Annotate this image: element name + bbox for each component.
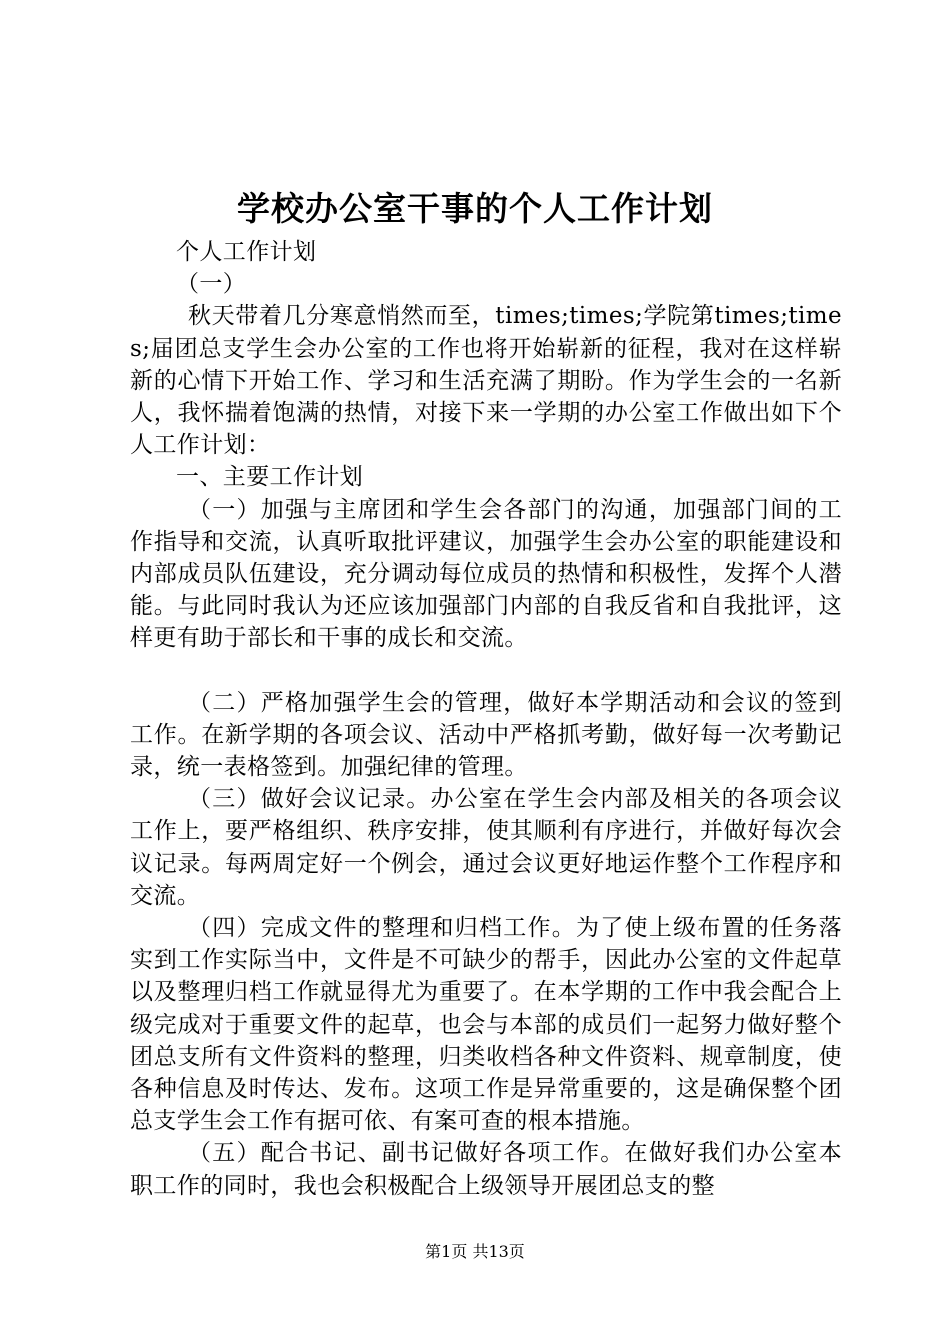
document-title: 学校办公室干事的个人工作计划 [237, 189, 713, 228]
paragraph-item-1: （一）加强与主席团和学生会各部门的沟通，加强部门间的工作指导和交流，认真听取批评建议，加强学生会办公室的职能建设和内部成员队伍建设，充分调动每位成员的热情和积极性，发挥个人潜能。与此同时我认为还应该加强部门内部的自我反省和自我批评，这样更有助于部长和干事的成长和交流。 [130, 496, 842, 652]
paragraph-item-4: （四）完成文件的整理和归档工作。为了使上级布置的任务落实到工作实际当中，文件是不可缺少的帮手，因此办公室的文件起草以及整理归档工作就显得尤为重要了。在本学期的工作中我会配合上级完成对于重要文件的起草，也会与本部的成员们一起努力做好整个团总支所有文件资料的整理，归类收档各种文件资料、规章制度，使各种信息及时传达、发布。这项工作是异常重要的，这是确保整个团总支学生会工作有据可依、有案可查的根本措施。 [130, 915, 842, 1135]
paragraph-section-number: （一） [176, 271, 247, 298]
blank-line [130, 655, 842, 687]
paragraph-item-3: （三）做好会议记录。办公室在学生会内部及相关的各项会议工作上，要严格组织、秩序安排，使其顺利有序进行，并做好每次会议记录。每两周定好一个例会，通过会议更好地运作整个工作程序和交流。 [130, 786, 842, 909]
page-number-footer: 第1页 共13页 [425, 1242, 525, 1261]
paragraph-item-2: （二）严格加强学生会的管理，做好本学期活动和会议的签到工作。在新学期的各项会议、活动中严格抓考勤，做好每一次考勤记录，统一表格签到。加强纪律的管理。 [130, 689, 842, 781]
paragraph-intro: 秋天带着几分寒意悄然而至，times;times;学院第times;times;届团总支学生会办公室的工作也将开始崭新的征程，我对在这样崭新的心情下开始工作、学习和生活充满了期盼。作为学生会的一名新人，我怀揣着饱满的热情，对接下来一学期的办公室工作做出如下个人工作计划： [130, 303, 842, 459]
paragraph-item-5: （五）配合书记、副书记做好各项工作。在做好我们办公室本职工作的同时，我也会积极配合上级领导开展团总支的整 [130, 1140, 842, 1199]
document-body [130, 236, 842, 1202]
paragraph-subtitle: 个人工作计划 [176, 239, 317, 265]
paragraph-heading-main-plan: 一、主要工作计划 [176, 464, 364, 491]
